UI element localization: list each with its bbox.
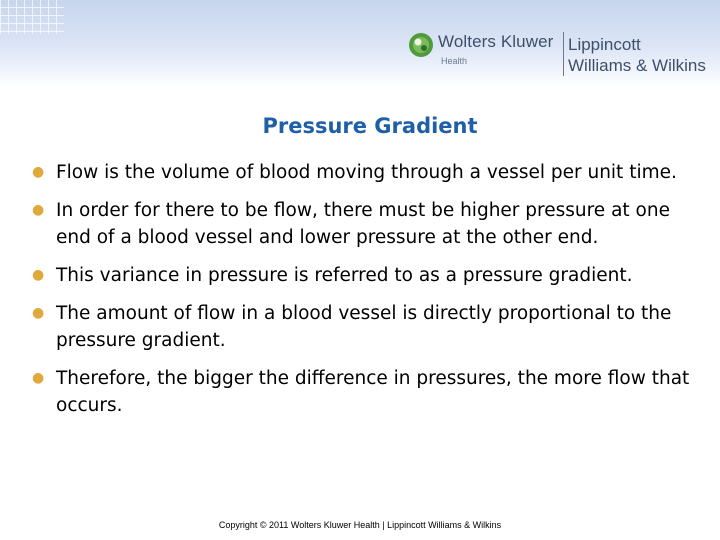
- publisher-logo: [408, 28, 716, 78]
- bullet-text: This variance in pressure is referred to as a pressure gradient.: [56, 265, 633, 286]
- imprint-name-line1: Lippincott: [568, 35, 641, 54]
- division-name: Health: [441, 56, 468, 66]
- globe-icon: [408, 32, 434, 58]
- bullet-marker: ●: [32, 202, 45, 218]
- bullet-item: [30, 262, 700, 289]
- bullet-marker: ●: [32, 305, 45, 321]
- bullet-text: Flow is the volume of blood moving through a vessel per unit time.: [56, 162, 677, 183]
- bullet-item: [30, 300, 700, 354]
- bullet-text: In order for there to be flow, there must be higher pressure at one end of a blood vessel and lower pressure at the other end.: [56, 200, 670, 248]
- header-banner: [0, 0, 720, 88]
- copyright-footer: Copyright © 2011 Wolters Kluwer Health | Lippincott Williams & Wilkins: [218, 520, 502, 530]
- bullet-item: [30, 197, 700, 251]
- logo-divider: [563, 32, 564, 76]
- bullet-marker: ●: [32, 267, 45, 283]
- imprint-name-line2: Williams & Wilkins: [568, 56, 706, 75]
- bullet-text: The amount of flow in a blood vessel is directly proportional to the pressure gradient.: [56, 303, 672, 351]
- bullet-marker: ●: [32, 164, 45, 180]
- publisher-name: Wolters Kluwer: [438, 32, 554, 51]
- bullet-text: Therefore, the bigger the difference in pressures, the more flow that occurs.: [56, 368, 690, 416]
- bullet-list: [30, 159, 700, 430]
- bullet-marker: ●: [32, 370, 45, 386]
- bullet-item: [30, 365, 700, 419]
- decorative-grid: [0, 0, 64, 34]
- slide-title: Pressure Gradient: [262, 114, 478, 138]
- bullet-item: [30, 159, 700, 186]
